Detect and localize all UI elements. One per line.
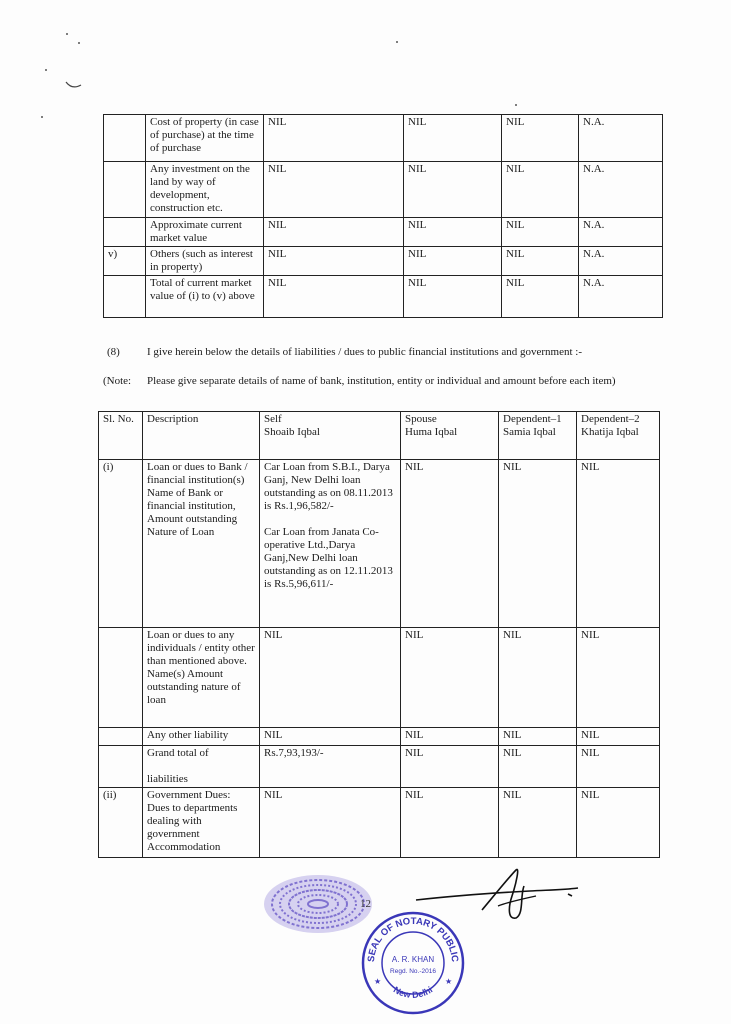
cell-sl bbox=[99, 628, 143, 728]
cell-dep2: N.A. bbox=[579, 218, 663, 247]
seal-star-icon: ★ bbox=[374, 977, 382, 986]
cell-sl: (i) bbox=[99, 460, 143, 628]
cell-spouse: NIL bbox=[404, 162, 502, 218]
cell-self: NIL bbox=[264, 218, 404, 247]
cell-spouse: NIL bbox=[401, 628, 499, 728]
cell-spouse: NIL bbox=[401, 746, 499, 788]
scan-speck bbox=[396, 41, 398, 43]
cell-dep1: NIL bbox=[499, 728, 577, 746]
cell-desc: Others (such as interest in property) bbox=[146, 247, 264, 276]
cell-desc: Government Dues: Dues to departments dealing with government Accommodation bbox=[143, 788, 260, 858]
svg-text:New Delhi bbox=[392, 984, 435, 1000]
cell-sl bbox=[99, 728, 143, 746]
scan-speck bbox=[78, 42, 80, 44]
liabilities-table-row bbox=[99, 460, 660, 628]
cell-desc: Total of current market value of (i) to (v) above bbox=[146, 276, 264, 318]
cell-self: NIL bbox=[264, 115, 404, 162]
cell-dep2: N.A. bbox=[579, 276, 663, 318]
cell-sl bbox=[104, 276, 146, 318]
header-spouse: Spouse Huma Iqbal bbox=[401, 412, 499, 460]
cell-sl bbox=[99, 746, 143, 788]
cell-dep2: N.A. bbox=[579, 115, 663, 162]
cell-desc: Approximate current market value bbox=[146, 218, 264, 247]
cell-dep2: N.A. bbox=[579, 162, 663, 218]
cell-self: NIL bbox=[260, 628, 401, 728]
scan-speck bbox=[66, 33, 68, 35]
cell-dep2: NIL bbox=[577, 746, 660, 788]
scan-speck bbox=[45, 69, 47, 71]
cell-desc: Grand total of liabilities bbox=[143, 746, 260, 788]
cell-desc: Cost of property (in case of purchase) at the time of purchase bbox=[146, 115, 264, 162]
property-table-row bbox=[104, 115, 663, 162]
cell-spouse: NIL bbox=[401, 460, 499, 628]
cell-self: NIL bbox=[260, 728, 401, 746]
cell-spouse: NIL bbox=[404, 115, 502, 162]
liabilities-table-body bbox=[99, 412, 660, 858]
cell-dep1: NIL bbox=[502, 276, 579, 318]
cell-dep2: NIL bbox=[577, 788, 660, 858]
header-desc: Description bbox=[143, 412, 260, 460]
note-label: (Note: bbox=[103, 375, 132, 387]
property-table-row bbox=[104, 247, 663, 276]
cell-dep1: NIL bbox=[499, 628, 577, 728]
property-table-body bbox=[104, 115, 663, 318]
cell-self: Rs.7,93,193/- bbox=[260, 746, 401, 788]
seal-star-icon: ★ bbox=[445, 977, 453, 986]
cell-desc: Any other liability bbox=[143, 728, 260, 746]
scan-speck bbox=[515, 104, 517, 106]
header-dep1: Dependent–1 Samia Iqbal bbox=[499, 412, 577, 460]
property-table-row bbox=[104, 162, 663, 218]
cell-sl bbox=[104, 115, 146, 162]
cell-sl: v) bbox=[104, 247, 146, 276]
seal-top-text: SEAL OF NOTARY PUBLIC bbox=[365, 915, 461, 963]
cell-desc: Loan or dues to any individuals / entity other than mentioned above. Name(s) Amount outstanding nature of loan bbox=[143, 628, 260, 728]
seal-reg: Regd. No.-2016 bbox=[390, 968, 436, 975]
property-table bbox=[103, 114, 663, 318]
cell-self: NIL bbox=[264, 162, 404, 218]
liabilities-table bbox=[98, 411, 660, 858]
cell-sl bbox=[104, 218, 146, 247]
liabilities-table-row bbox=[99, 746, 660, 788]
cell-dep1: NIL bbox=[499, 746, 577, 788]
cell-self: NIL bbox=[264, 247, 404, 276]
header-self: Self Shoaib Iqbal bbox=[260, 412, 401, 460]
section-number: (8) bbox=[107, 346, 120, 358]
property-table-row bbox=[104, 276, 663, 318]
note-text: Please give separate details of name of bank, institution, entity or individual and amount before each item) bbox=[147, 375, 616, 387]
cell-spouse: NIL bbox=[404, 276, 502, 318]
seal-city-text: New Delhi bbox=[391, 984, 435, 1000]
cell-dep2: NIL bbox=[577, 628, 660, 728]
cell-dep1: NIL bbox=[502, 162, 579, 218]
cell-sl: (ii) bbox=[99, 788, 143, 858]
cell-dep2: NIL bbox=[577, 728, 660, 746]
liabilities-table-row bbox=[99, 788, 660, 858]
header-sl: Sl. No. bbox=[99, 412, 143, 460]
liabilities-header-row bbox=[99, 412, 660, 460]
cell-self: Car Loan from S.B.I., Darya Ganj, New Delhi loan outstanding as on 08.11.2013 is Rs.1,96,582/- Car Loan from Janata Co-operative Ltd.,Darya Ganj,New Delhi loan outstanding as on 12.11.2013 is Rs.5,96,611/- bbox=[260, 460, 401, 628]
section-text: I give herein below the details of liabilities / dues to public financial institutions and government :- bbox=[147, 346, 583, 358]
liabilities-table-row bbox=[99, 628, 660, 728]
cell-dep1: NIL bbox=[499, 788, 577, 858]
cell-dep2: NIL bbox=[577, 460, 660, 628]
cell-dep1: NIL bbox=[502, 115, 579, 162]
cell-spouse: NIL bbox=[401, 728, 499, 746]
cell-desc: Any investment on the land by way of development, construction etc. bbox=[146, 162, 264, 218]
cell-dep1: NIL bbox=[499, 460, 577, 628]
notary-seal-stamp bbox=[360, 910, 466, 1016]
cell-dep1: NIL bbox=[502, 218, 579, 247]
thumb-impression bbox=[262, 873, 374, 935]
property-table-row bbox=[104, 218, 663, 247]
liabilities-table-row bbox=[99, 728, 660, 746]
scan-mark bbox=[64, 78, 84, 92]
cell-spouse: NIL bbox=[404, 247, 502, 276]
cell-dep2: N.A. bbox=[579, 247, 663, 276]
cell-self: NIL bbox=[264, 276, 404, 318]
cell-dep1: NIL bbox=[502, 247, 579, 276]
cell-desc: Loan or dues to Bank / financial institution(s) Name of Bank or financial institution, Amount outstanding Nature of Loan bbox=[143, 460, 260, 628]
page-number: 12 bbox=[360, 898, 371, 910]
scan-speck bbox=[41, 116, 43, 118]
seal-name: A. R. KHAN bbox=[391, 955, 435, 964]
cell-spouse: NIL bbox=[404, 218, 502, 247]
header-dep2: Dependent–2 Khatija Iqbal bbox=[577, 412, 660, 460]
cell-sl bbox=[104, 162, 146, 218]
cell-spouse: NIL bbox=[401, 788, 499, 858]
cell-self: NIL bbox=[260, 788, 401, 858]
